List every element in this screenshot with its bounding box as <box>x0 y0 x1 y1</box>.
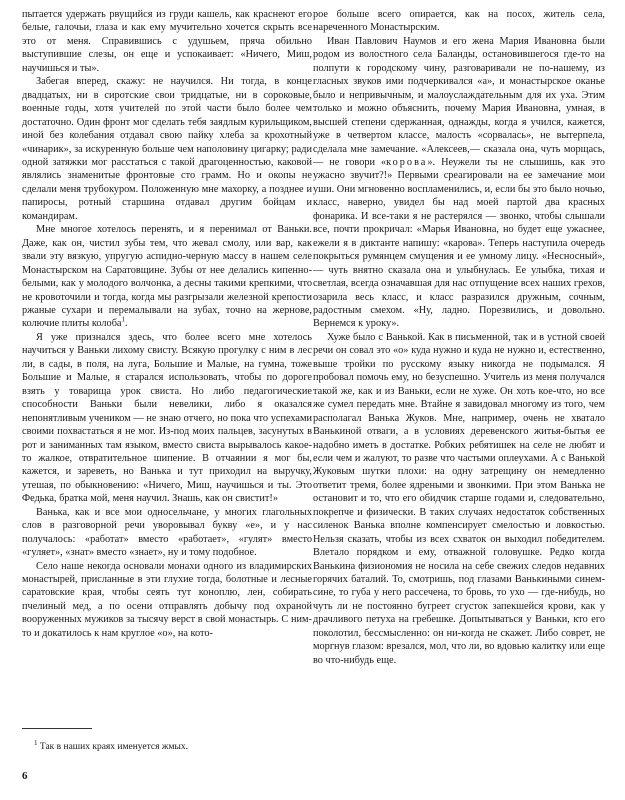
footnote <box>34 738 294 752</box>
paragraph: Хуже было с Ванькой. Как в письменной, так и в устной своей речи он совал это «о» куда нужно и куда не нужно и, естественно, выше тройки по русскому языку никогда не подымался. Я пробовал помочь ему, но безуспешно. Учитель из меня получался такой же, как и из Ваньки, если не хуже. Он хоть кое-что, но все же сумел передать мне. Втайне я завидовал многому из того, чем располагал Ванька Жуков. Мне, например, очень не хватало Ванькиной отваги, а в условиях деревенского житья-бытья ее надобно иметь в достатке. Робких ребятишек на селе не любят и если чем и жалуют, то разве что частыми оплеухами. А с Ванькой Жуковым шутки плохи: на одну затрещину он немедленно ответит тремя, более ядреными и звонкими. При этом Ванька не остановит и то, что его обидчик старше годами и, следовательно, покрепче и физически. В таких случаях недостаток собственных силенок Ванька вполне компенсирует смелостью и ловкостью. Нельзя сказать, чтобы из всех схваток он выходил победителем. Влетало порядком и ему, отважной головушке. Редко когда Ванькина физиономия не носила на себе свежих следов недавних горячих баталий. То, смотришь, под глазами Ванькиными синем-сине, то губа у него рассечена, то бровь, то ухо — где-нибудь, но чуть ли не постоянно бугреет сгусток запекшейся крови, как у драчливого петуха на гребешке. Допытываться у Ваньки, кто его поколотил, бессмысленно: он ни-когда не скажет. Либо соврет, не моргнув глазом: врезался, мол, что ли, во вдовью калитку или еще во что-нибудь еще. <box>313 331 605 666</box>
spaced-word: корова <box>386 156 428 168</box>
left-column <box>22 8 312 640</box>
paragraph: Мне многое хотелось перенять, и я перенимал от Ваньки. Даже, как он, чистил зубы тем, что жевал смолу, или вар, как звали эту вязкую, упругую аспидно-черную массу в нашем селе Монастырском на Саратовщине. Зубы от нее делались кипенно-белыми, как у молодого волчонка, а десны такими крепкими, что не кровоточили и тогда, когда мы разгрызали железной крепости ржаные сухари и перемалывали на зубах, точно на жерновe, колючие плиты колоба$^1$. <box>22 224 312 330</box>
paragraph: Забегая вперед, скажу: не научился. Ни тогда, в конце двадцатых, ни в сиротские свои тридцатые, ни в сороковые, военные годы, хотя учителей по этой части было более чем достаточно. Один фронт мог сделать тебя заядлым курильщиком, иной без колебания отдавал свою пайку хлеба за крохотный «чинарик», за искуренную больше чем наполовину цигарку; ради одной затяжки мог расстаться с такой драгоценностью, каковой являлись знаменитые фронтовые сто грамм. Но и окопы не сделали меня трубокуром. Положенную мне махорку, а позднее и папиросы, ротный старшина отдавал другим бойцам и командирам. <box>22 76 312 222</box>
page-number: 6 <box>22 770 28 782</box>
paragraph-text: Иван Павлович Наумов и его жена Мария Ивановна были родом из волостного села Баланды, остановившегося где-то на полпути к городскому чину, разговаривали не по-нашему, из гласных звуков ими подчеркивался «а», и монастырское оканье было и непривычным, и малоуслаждательным для их уха. Этим только и можно объяснить, почему Мария Ивановна, умная, в высшей степени сдержанная, однажды, когда я учился, кажется, уже в четвертом классе, малость «сорвалась», не вытерпела, сделала мне замечание. «Алексеев,— сказала она, чуть морщась,— не говори « <box>313 35 605 168</box>
paragraph <box>313 35 605 331</box>
paragraph: Ванька, как и все мои односельчане, у многих глагольных слов в разговорной речи уворовывал букву «е», и у нас получалось: «работат» вместо «работает», «гулят» вместо «гуляет», «знат» вместо «знает», ну и тому подобное. <box>22 506 312 559</box>
paragraph-text: Мне многое хотелось перенять, и я перенимал от Ваньки. Даже, как он, чистил зубы тем, что жевал смолу, или вар, как звали эту вязкую, упругую аспидно-черную массу в нашем селе Монастырском на Саратовщине. Зубы от нее делались кипенно-белыми, как у молодого волчонка, а десны такими крепкими, что не кровоточили и тогда, когда мы разгрызали железной крепости ржаные сухари и перемалывали на зубах, точно на жерновe, колючие плиты колоба <box>22 224 312 330</box>
right-column <box>313 8 605 667</box>
footnote-mark: 1 <box>34 738 38 747</box>
paragraph-text: ». Неужели ты не слышишь, как это ужасно звучит?!» Первыми среагировали на ее замечание мои уши. Они мгновенно воспламенились, и, если бы это было ночью, класс, наверно, увидел бы над моей партой два красных фонарика. И все-таки я не растерялся — звонко, чтобы слышали все, почти прокричал: «Марья Ивановна, но будет еще ужаснее, ежели я в диктанте напишу: «карова». Теперь наступила очередь покрыться румянцем смущения и ее умному лицу. «Несносный»,— чуть внятно сказала она и улыбнулась. Ее улыбка, тихая и светлая, всегда означавшая для нас отпущение всех наших грехов, озарила весь класс, и класс разразился дружным, сочным, радостным смехом. «Ну, ладно. Порезвились, и довольно. Вернемся к уроку». <box>313 156 605 330</box>
paragraph: рое больше всего опирается, как на посох, житель села, нареченного Монастырским. <box>313 9 605 34</box>
paragraph: Село наше некогда основали монахи одного из владимирских монастырей, присланные в эти глухие тогда, болотные и лесные саратовские края, чтобы сеять тут коноплю, лен, собирать пчелиный мед, а по осени отправлять добычу под охраной вооруженных мужиков за тысячу верст в свой монастырь. С ним-то и докатилось к нам круглое «о», на кото- <box>22 560 312 639</box>
footnote-text: Так в наших краях именуется жмых. <box>39 742 188 752</box>
footnote-divider <box>22 728 92 729</box>
footnote-reference: 1 <box>121 316 126 324</box>
paragraph: пытается удержать рвущийся из груди кашель, как краснеют его белые, галочьи, глаза и как ему мучительно хочется скрыть все это от меня. Справившись с удушьем, пряча обильно выступившие слезы, он еще и успокаивает: «Ничего, Миш, научишься и ты». <box>22 9 312 74</box>
paragraph: Я уже признался здесь, что более всего мне хотелось научиться у Ваньки лихому свисту. Всякую прогулку с ним в лес ли, в сады, в поля, на луга, Большие и Малые, на гумна, тоже Большие и Малые, я старался использовать, чтобы по дороге взять у товарища урок свиста. Но либо педагогические способности Ваньки были невелики, либо я оказался непонятливым учеником — не знаю отчего, но пока что успехами своими похвастаться я не мог. Из-под моих пальцев, засунутых в рот и заниманных там языком, вместо свиста вырывалось какое-то жалкое, отвратительное шипение. В отчаянии я мог бы, кажется, и зареветь, но Ванька и тут приходил на выручку, утешая, по обыкновению: «Ничего, Миш, научишься и ты. Это Федька, братка мой, меня научил. Знашь, как он свистит!» <box>22 331 312 505</box>
